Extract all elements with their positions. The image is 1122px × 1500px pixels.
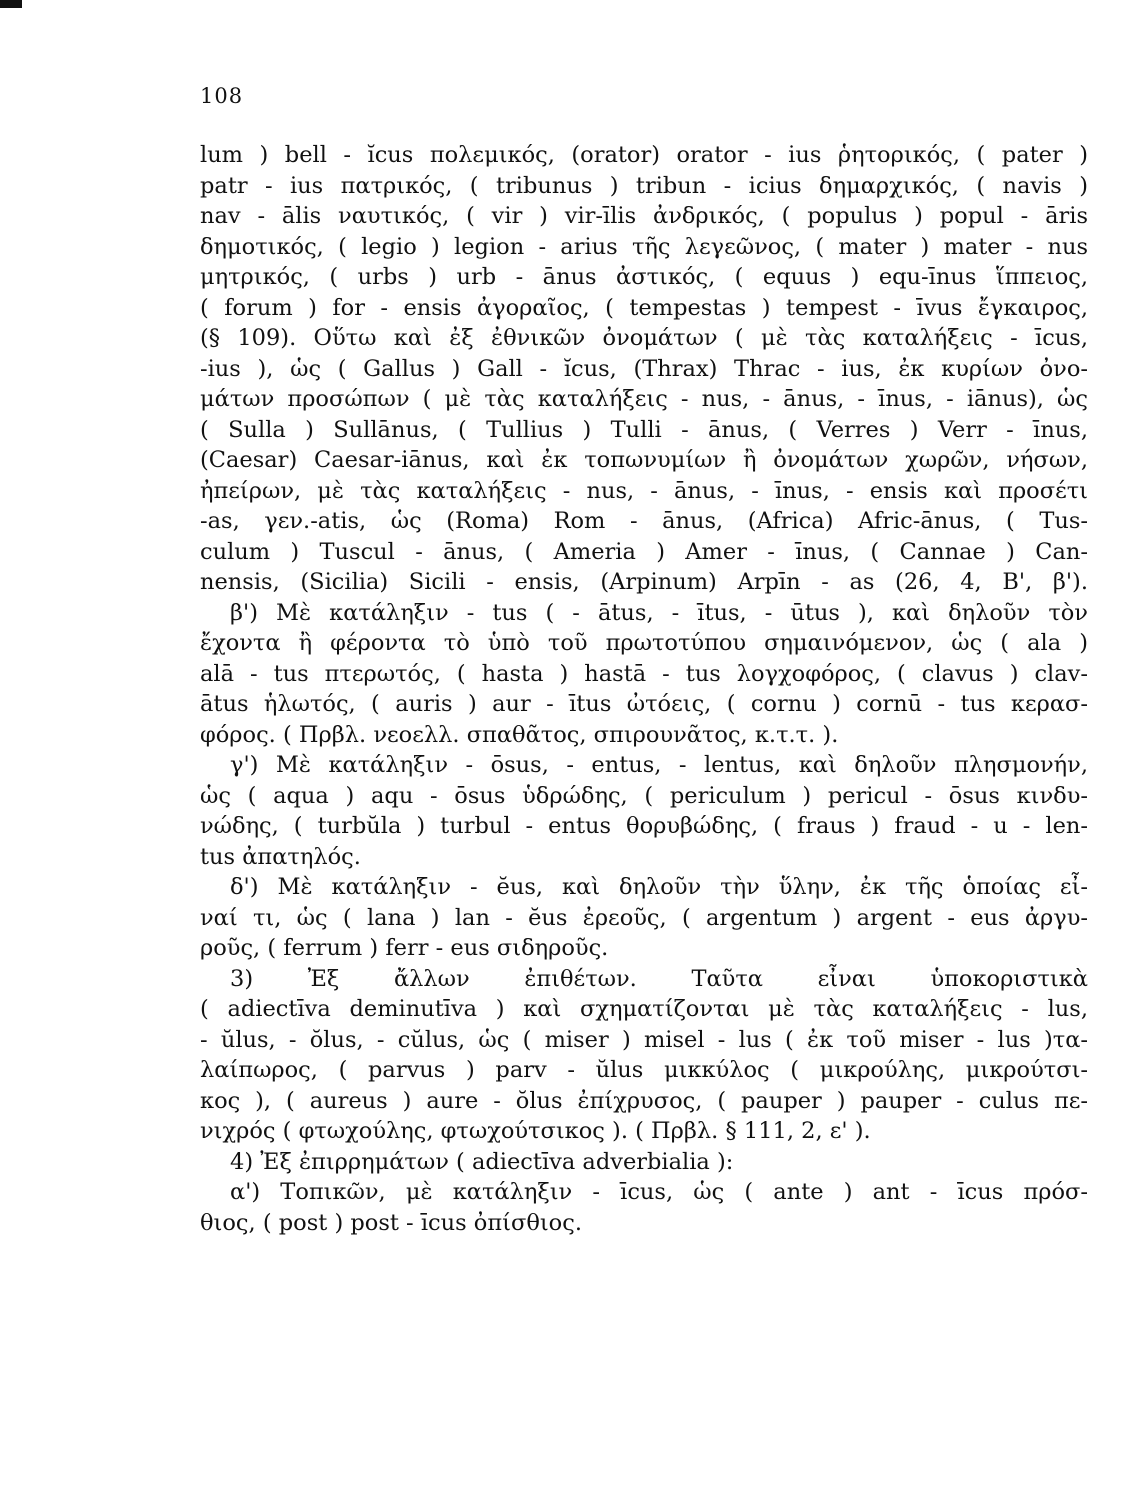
text-line: (Caesar) Caesar-iānus, καὶ ἐκ τοπωνυμίων ἢ ὀνομάτων χωρῶν, νήσων, [200, 447, 1088, 473]
text-line: ( Sulla ) Sullānus, ( Tullius ) Tulli - ānus, ( Verres ) Verr - īnus, [200, 416, 1088, 443]
text-line: φόρος. ( Πρβλ. νεοελλ. σπαθᾶτος, σπιρουνᾶτος, κ.τ.τ. ). [200, 721, 839, 748]
page-number: 108 [200, 84, 244, 108]
text-line: nensis, (Sicilia) Sicili - ensis, (Arpinum) Arpīn - as (26, 4, Β', β'). [200, 569, 1088, 595]
text-line: alā - tus πτερωτός, ( hasta ) hastā - tus λογχοφόρος, ( clavus ) clav- [200, 660, 1088, 687]
text-line: ātus ἡλωτός, ( auris ) aur - ītus ὠτόεις, ( cornu ) cornū - tus κερασ- [200, 691, 1088, 717]
text-line: ναί τι, ὡς ( lana ) lan - ĕus ἐρεοῦς, ( argentum ) argent - eus ἀργυ- [200, 904, 1088, 931]
text-line: ὡς ( aqua ) aqu - ōsus ὑδρώδης, ( periculum ) pericul - ōsus κινδυ- [200, 782, 1088, 809]
text-line: κος ), ( aureus ) aure - ŏlus ἐπίχρυσος, ( pauper ) pauper - culus πε- [200, 1087, 1089, 1114]
text-line: θιος, ( post ) post - īcus ὀπίσθιος. [200, 1209, 582, 1236]
text-line: νώδης, ( turbŭla ) turbul - entus θορυβώδης, ( fraus ) fraud - u - len- [200, 813, 1088, 839]
text-line: ἠπείρων, μὲ τὰς καταλήξεις - nus, - ānus, - īnus, - ensis καὶ προσέτι [200, 477, 1088, 504]
text-line: (§ 109). Οὕτω καὶ ἐξ ἐθνικῶν ὀνομάτων ( μὲ τὰς καταλήξεις - īcus, [200, 325, 1088, 351]
text-line: -as, γεν.-atis, ὡς (Roma) Rom - ānus, (Africa) Afric-ānus, ( Tus- [200, 508, 1088, 534]
text-line: γ') Μὲ κατάληξιν - ōsus, - entus, - lentus, καὶ δηλοῦν πλησμονήν, [230, 752, 1088, 778]
text-line: -ius ), ὡς ( Gallus ) Gall - ĭcus, (Thrax) Thrac - ius, ἐκ κυρίων ὀνο- [200, 355, 1088, 382]
text-line: culum ) Tuscul - ānus, ( Ameria ) Amer - īnus, ( Cannae ) Can- [200, 538, 1088, 565]
text-line: - ŭlus, - ŏlus, - cŭlus, ὡς ( miser ) misel - lus ( ἐκ τοῦ miser - lus )τα- [200, 1026, 1088, 1053]
text-line: μητρικός, ( urbs ) urb - ānus ἀστικός, ( equus ) equ-īnus ἵππειος, [200, 264, 1088, 290]
text-line: tus ἀπατηλός. [200, 843, 361, 870]
text-line: 3) Ἐξ ἄλλων ἐπιθέτων. Ταῦτα εἶναι ὑποκοριστικὰ [230, 965, 1088, 992]
text-line: μάτων προσώπων ( μὲ τὰς καταλήξεις - nus, - ānus, - īnus, - iānus), ὡς [200, 386, 1088, 412]
text-line: α') Τοπικῶν, μὲ κατάληξιν - īcus, ὡς ( ante ) ant - īcus πρόσ- [230, 1179, 1088, 1205]
text-line: ἔχοντα ἢ φέροντα τὸ ὑπὸ τοῦ πρωτοτύπου σημαινόμενον, ὡς ( ala ) [200, 630, 1088, 656]
text-line: β') Μὲ κατάληξιν - tus ( - ātus, - ītus, - ūtus ), καὶ δηλοῦν τὸν [230, 599, 1088, 626]
scan-corner-mark [0, 0, 22, 8]
text-line: lum ) bell - ĭcus πολεμικός, (orator) orator - ius ῥητορικός, ( pater ) [200, 142, 1088, 168]
text-line: patr - ius πατρικός, ( tribunus ) tribun - icius δημαρχικός, ( navis ) [200, 172, 1088, 199]
text-line: νιχρός ( φτωχούλης, φτωχούτσικος ). ( Πρβλ. § 111, 2, ε' ). [200, 1118, 871, 1144]
text-line: 4) Ἐξ ἐπιρρημάτων ( adiectīva adverbialia ): [230, 1148, 734, 1175]
text-line: λαίπωρος, ( parvus ) parv - ŭlus μικκύλος ( μικρούλης, μικρούτσι- [200, 1057, 1088, 1083]
text-line: nav - ālis ναυτικός, ( vir ) vir-īlis ἀνδρικός, ( populus ) popul - āris [200, 203, 1088, 229]
text-line: δ') Μὲ κατάληξιν - ĕus, καὶ δηλοῦν τὴν ὕλην, ἐκ τῆς ὁποίας εἶ- [230, 874, 1088, 900]
text-line: ( forum ) for - ensis ἀγοραῖος, ( tempestas ) tempest - īvus ἔγκαιρος, [200, 294, 1088, 321]
text-line: δημοτικός, ( legio ) legion - arius τῆς λεγεῶνος, ( mater ) mater - nus [200, 233, 1088, 260]
text-line: ( adiectīva deminutīva ) καὶ σχηματίζονται μὲ τὰς καταλήξεις - lus, [200, 996, 1088, 1022]
body-text [200, 140, 1088, 1238]
text-line: ροῦς, ( ferrum ) ferr - eus σιδηροῦς. [200, 935, 609, 961]
